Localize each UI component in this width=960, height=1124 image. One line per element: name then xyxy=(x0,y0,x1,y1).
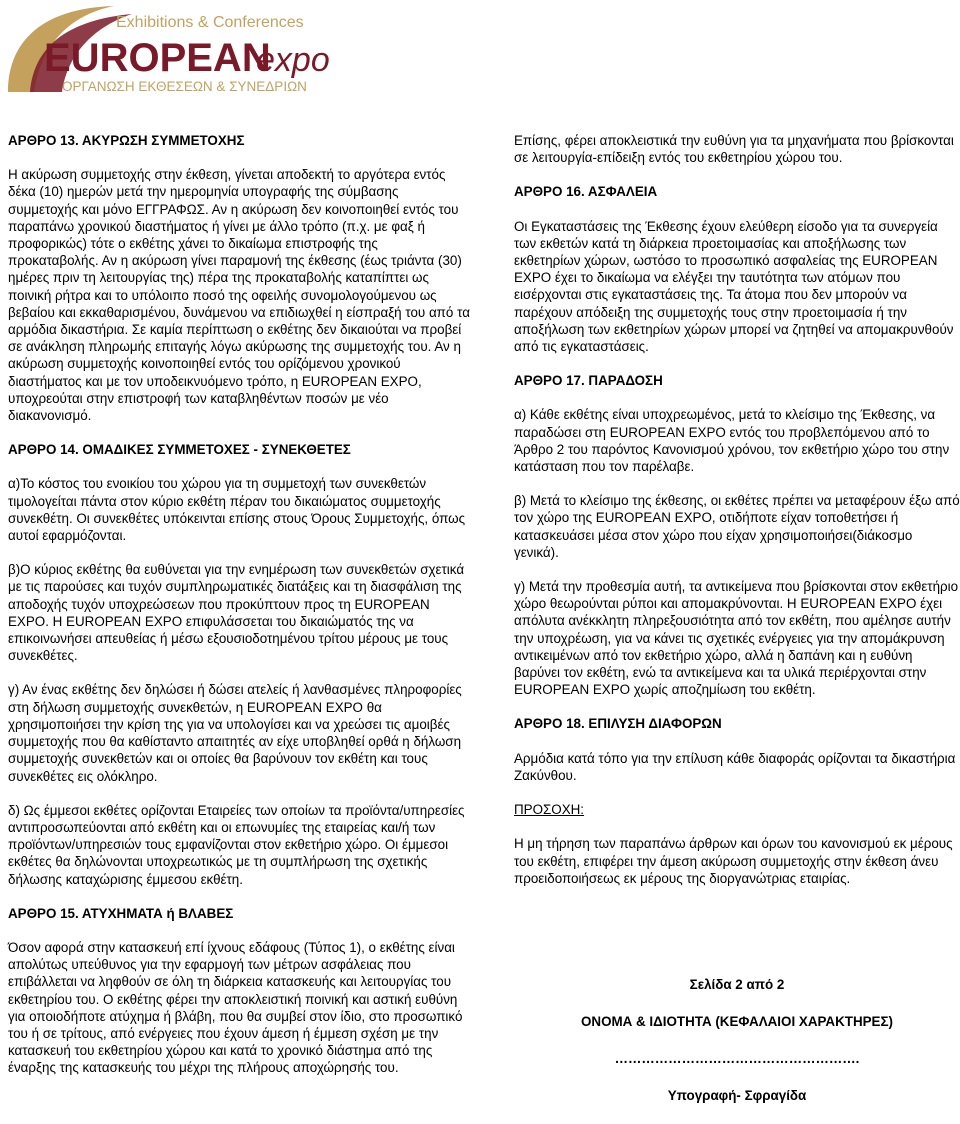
article-17-title: ΑΡΘΡΟ 17. ΠΑΡΑΔΟΣΗ xyxy=(514,373,663,389)
article-16-title: ΑΡΘΡΟ 16. ΑΣΦΑΛΕΙΑ xyxy=(514,184,658,200)
right-column xyxy=(514,132,960,904)
notice-title: ΠΡΟΣΟΧΗ: xyxy=(514,802,585,818)
article-18-title: ΑΡΘΡΟ 18. ΕΠΙΛΥΣΗ ΔΙΑΦΟΡΩΝ xyxy=(514,716,722,732)
signature-block xyxy=(514,976,960,1124)
signature-dotted-line: ………………………………………………. xyxy=(614,1051,860,1066)
notice-text: Η μη τήρηση των παραπάνω άρθρων και όρων του κανονισμού εκ μέρους του εκθέτη, επιφέρει την άμεση ακύρωση συμμετοχής στην έκθεση άνευ προειδοποιήσεως εκ μέρους της διοργανώτριας εταιρίας. xyxy=(514,836,953,886)
article-15-continued: Επίσης, φέρει αποκλειστικά την ευθύνη για τα μηχανήματα που βρίσκονται σε λειτουργία-επίδειξη εντός του εκθετηρίου χώρου του. xyxy=(514,133,954,166)
left-column xyxy=(8,132,470,1077)
signature-stamp-label: Υπογραφή- Σφραγίδα xyxy=(667,1088,807,1103)
european-expo-logo xyxy=(4,0,334,98)
article-16-text: Οι Εγκαταστάσεις της Έκθεσης έχουν ελεύθερη είσοδο για τα συνεργεία των εκθετών κατά τη διάρκεια προετοιμασίας και αποξήλωσης των εκθετηρίων χώρων, ωστόσο το προσωπικό ασφαλείας της EUROPEAN EXPO έχει το δικαίωμα να ελέγξει την ταυτότητα των ατόμων που εισέρχονται στις εγκαταστάσεις της. Τα άτομα που δεν μπορούν να παρέχουν απόδειξη της συμμετοχής τους στην προετοιμασία ή την αποξήλωση των εκθετηρίων χώρων μπορεί να ζητηθεί να απομακρυνθούν από τις εγκαταστάσεις. xyxy=(514,218,954,355)
article-15-text: Όσον αφορά στην κατασκευή επί ίχνους εδάφους (Τύπος 1), ο εκθέτης είναι απολύτως υπεύθυνος για την εφαρμογή των μέτρων ασφάλειας που επιβάλλεται να ληφθούν σε όλη τη διάρκεια κατασκευής και λειτουργίας του εκθετηρίου του. Ο εκθέτης φέρει την αποκλειστική ποινική και αστική ευθύνη για οποιοδήποτε ατύχημα ή βλάβη, που θα συμβεί στον ίδιο, στο προσωπικό του ή σε τρίτους, από ενέργειες που έχουν άμεση ή έμμεση σχέση με την κατασκευή του εκθετηρίου χώρου και κατά το χρονικό διάστημα από της έναρξης της κατασκευής του μέχρι της πλήρους αποχώρησής του. xyxy=(8,939,463,1076)
logo-subtitle: ΟΡΓΑΝΩΣΗ ΕΚΘΕΣΕΩΝ & ΣΥΝΕΔΡΙΩΝ xyxy=(62,79,307,94)
article-17-b: β) Μετά το κλείσιμο της έκθεσης, οι εκθέτες πρέπει να μεταφέρουν έξω από τον χώρο της EUROPEAN EXPO, οτιδήποτε είχαν τοποθετήσει ή κατασκευάσει μέσα στον χώρο που είχαν χρησιμοποιήσει(διάκοσμο γενικά). xyxy=(514,493,960,560)
logo-graphic xyxy=(4,0,334,98)
article-13-title: ΑΡΘΡΟ 13. ΑΚΥΡΩΣΗ ΣΥΜΜΕΤΟΧΗΣ xyxy=(8,133,245,148)
article-14-title: ΑΡΘΡΟ 14. ΟΜΑΔΙΚΕΣ ΣΥΜΜΕΤΟΧΕΣ - ΣΥΝΕΚΘΕΤΕΣ xyxy=(8,442,351,458)
logo-top-text: Exhibitions & Conferences xyxy=(116,14,304,31)
article-14-a: α)Το κόστος του ενοικίου του χώρου για τη συμμετοχή των συνεκθετών τιμολογείται πάντα στον κύριο εκθέτη πέραν του δικαιώματος συμμετοχής συνεκθέτη. Οι συνεκθέτες υπόκεινται επίσης στους Όρους Συμμετοχής, όπως αυτοί εφαρμόζονται. xyxy=(8,476,466,544)
article-14-d: δ) Ως έμμεσοι εκθέτες ορίζονται Εταιρείες των οποίων τα προϊόντα/υπηρεσίες αντιπροσωπεύονται από εκθέτη και οι επωνυμίες της εταιρείας και/ή των προϊόντων/υπηρεσιών τους εμφανίζονται στον εκθετήριο χώρο. Οι έμμεσοι εκθέτες θα δηλώνονται υποχρεωτικώς με τη συμπλήρωση της σχετικής δήλωσης καταχώρισης έμμεσου εκθέτη. xyxy=(8,802,465,887)
article-18-text: Αρμόδια κατά τόπο για την επίλυση κάθε διαφοράς ορίζονται τα δικαστήρια Ζακύνθου. xyxy=(514,750,956,783)
logo-brand-suffix: expo xyxy=(256,41,330,79)
article-17-a: α) Κάθε εκθέτης είναι υποχρεωμένος, μετά το κλείσιμο της Έκθεσης, να παραδώσει στη EUROPEAN EXPO εντός του προβλεπόμενου από το Άρθρο 2 του παρόντος Κανονισμού χρόνου, τον εκθετήριο χώρο του στην κατάσταση που τον παρέλαβε. xyxy=(514,407,950,475)
article-14-c: γ) Αν ένας εκθέτης δεν δηλώσει ή δώσει ατελείς ή λανθασμένες πληροφορίες στη δήλωση συμμετοχής συνεκθετών, η EUROPEAN EXPO θα χρησιμοποιήσει την κρίση της για να υπολογίσει και να χρεώσει τις αμοιβές συμμετοχής που θα καθίσταντο απαιτητές αν είχε υποβληθεί ορθά η δήλωση συμμετοχής συνεκθετών και οι οποίες θα βαρύνουν τον εκθέτη και τους συνεκθέτες εις ολόκληρο. xyxy=(8,682,462,784)
article-13-text: Η ακύρωση συμμετοχής στην έκθεση, γίνεται αποδεκτή το αργότερα εντός δέκα (10) ημερών μετά την ημερομηνία υπογραφής της σύμβασης συμμετοχής και μόνο ΕΓΓΡΑΦΩΣ. Αν η ακύρωση δεν κοινοποιηθεί εντός του παραπάνω χρονικού διαστήματος ή γίνει με άλλο τρόπο (π.χ. με φαξ ή προφορικώς) τότε ο εκθέτης χάνει το δικαίωμα επιστροφής της προκαταβολής. Αν η ακύρωση γίνει παραμονή της έκθεσης (έως τριάντα (30) ημέρες πριν τη λειτουργίας της) πέρα της προκαταβολής καταπίπτει ως ποινική ρήτρα και το υπόλοιπο ποσό της οφειλής συνομολογούμενου ως βεβαίου και εκκαθαρισμένου, δυνάμενου να επιδιωχθεί η είσπραξή του από τα αρμόδια δικαστήρια. Σε καμία περίπτωση ο εκθέτης δεν δικαιούται να προβεί σε ανάκληση πληρωμής επιταγής λόγω ακύρωσης της συμμετοχής του. Αν η ακύρωση συμμετοχής κοινοποιηθεί εντός του ορίζόμενου χρονικού διαστήματος και με τον υποδεικνυόμενο τρόπο, η EUROPEAN EXPO, υποχρεούται στην επιστροφή των καταβληθέντων ποσών με νέο διακανονισμό. xyxy=(8,167,470,424)
name-title-label: ΟΝΟΜΑ & ΙΔΙΟΤΗΤΑ (ΚΕΦΑΛΑΙΟΙ ΧΑΡΑΚΤΗΡΕΣ) xyxy=(581,1014,893,1029)
logo-brand-main: EUROPEAN xyxy=(44,36,271,80)
page-number: Σελίδα 2 από 2 xyxy=(689,977,785,992)
article-17-c: γ) Μετά την προθεσμία αυτή, τα αντικείμενα που βρίσκονται στον εκθετήριο χώρο θεωρούνται ρύποι και απομακρύνονται. Η EUROPEAN EXPO έχει απόλυτα ανέκκλητη πληρεξουσιότητα από τον εκθέτη, που αμέλησε αυτήν την υποχρέωση, για να κάνει τις σχετικές ενέργειες για την απομάκρυνση αντικειμένων από τον εκθετήριο χώρο, αλλά η δαπάνη και η ευθύνη βαρύνει τον εκθέτη, ενώ τα αντικείμενα και τα υλικά περιέρχονται στην EUROPEAN EXPO χωρίς αποζημίωση του εκθέτη. xyxy=(514,579,959,698)
article-15-title: ΑΡΘΡΟ 15. ΑΤΥΧΗΜΑΤΑ ή ΒΛΑΒΕΣ xyxy=(8,905,234,921)
article-14-b: β)Ο κύριος εκθέτης θα ευθύνεται για την ενημέρωση των συνεκθετών σχετικά με τις παρούσες και τυχόν συμπληρωματικές διατάξεις και τη διασφάλιση της αποδοχής τυχόν υποχρεώσεων που προκύπτουν προς τη EUROPEAN EXPO. Η EUROPEAN EXPO επιφυλάσσεται του δικαιώματός της να επικοινωνήσει απευθείας ή μέσω εξουσιοδοτημένου τρίτου μέρους με τους συνεκθέτες. xyxy=(8,562,465,664)
